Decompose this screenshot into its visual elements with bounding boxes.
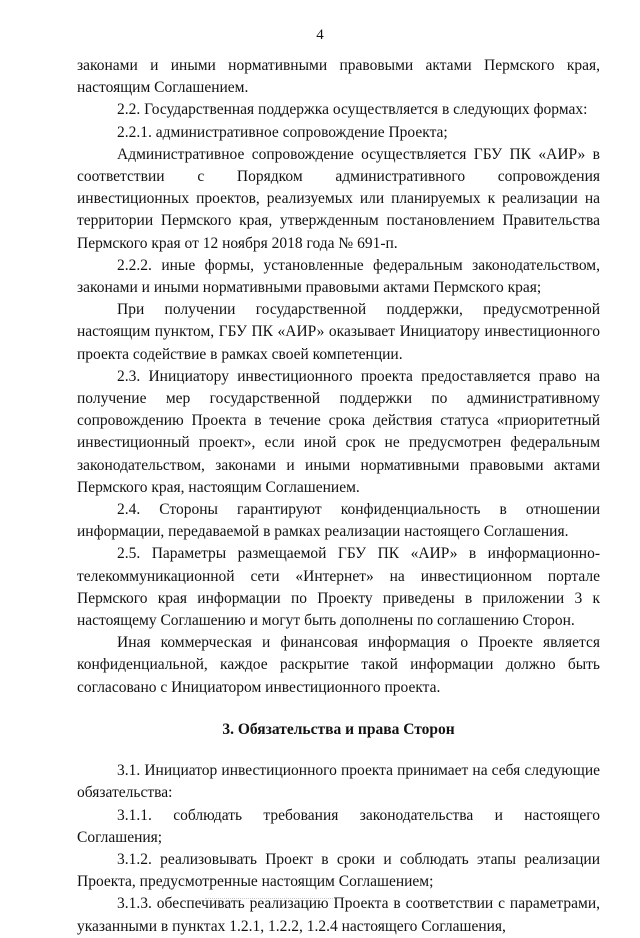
section-heading: 3. Обязательства и права Сторон [222, 720, 455, 738]
paragraph-2-4: 2.4. Стороны гарантируют конфиденциальность в отношении информации, передаваемой в рамках реализации настоящего Соглашения. [77, 501, 600, 541]
paragraph-continuation: законами и иными нормативными правовыми актами Пермского края, настоящим Соглашением. [77, 57, 600, 97]
paragraph-2-2: 2.2. Государственная поддержка осуществляется в следующих формах: [117, 101, 588, 119]
paragraph-2-2-2: 2.2.2. иные формы, установленные федеральным законодательством, законами и иными нормативными правовыми актами Пермского края; [77, 256, 600, 297]
paragraph-3-1-3: 3.1.3. обеспечивать реализацию Проекта в соответствии с параметрами, указанными в пунктах 1.2.1, 1.2.2, 1.2.4 настоящего Соглашения, [77, 895, 600, 935]
paragraph-3-1-2: 3.1.2. реализовывать Проект в сроки и соблюдать этапы реализации Проекта, предусмотренные настоящим Соглашением; [77, 850, 600, 891]
paragraph-3-1: 3.1. Инициатор инвестиционного проекта принимает на себя следующие обязательства: [77, 762, 600, 802]
scan-artifact [205, 895, 335, 899]
paragraph-confidential-info: Иная коммерческая и финансовая информация о Проекте является конфиденциальной, каждое раскрытие такой информации должно быть согласовано с Инициатором инвестиционного проекта. [77, 634, 600, 696]
paragraph-2-5: 2.5. Параметры размещаемой ГБУ ПК «АИР» в информационно-телекоммуникационной сети «Интернет» на инвестиционном портале Пермского края информации по Проекту приведены в приложении 3 к настоящему Соглашению и могут быть дополнены по соглашению Сторон. [77, 545, 600, 630]
paragraph-3-1-1: 3.1.1. соблюдать требования законодательства и настоящего Соглашения; [77, 806, 600, 846]
paragraph-2-2-1: 2.2.1. административное сопровождение Проекта; [117, 123, 448, 141]
paragraph-support-assistance: При получении государственной поддержки, предусмотренной настоящим пунктом, ГБУ ПК «АИР» оказывает Инициатору инвестиционного проекта содействие в рамках своей компетенции. [77, 301, 600, 363]
paragraph-admin-support: Административное сопровождение осуществляется ГБУ ПК «АИР» в соответствии с Порядком административного сопровождения инвестиционных проектов, реализуемых или планируемых к реализации на территории Пермского края, утвержденным постановлением Правительства Пермского края от 12 ноября 2018 года № 691-п. [77, 145, 600, 252]
paragraph-2-3: 2.3. Инициатору инвестиционного проекта предоставляется право на получение мер государственной поддержки по административному сопровождению Проекта в течение срока действия статуса «приоритетный инвестиционный проект», если иной срок не предусмотрен федеральным законодательством, законами и иными нормативными правовыми актами Пермского края, настоящим Соглашением. [77, 367, 600, 496]
page-number: 4 [316, 27, 324, 43]
document-body [77, 55, 600, 938]
